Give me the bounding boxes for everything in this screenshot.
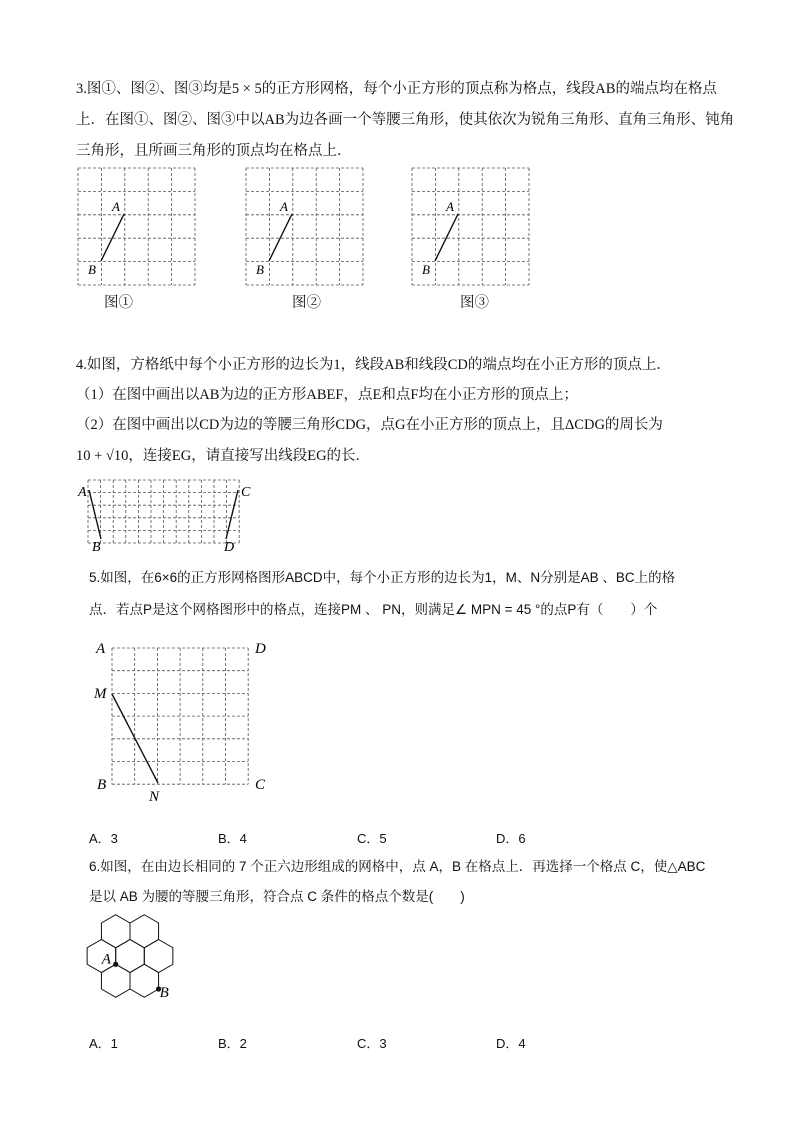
q5-text-line1: 5.如图，在6×6的正方形网格图形ABCD中，每个小正方形的边长为1，M、N分别是AB 、BC上的格 bbox=[89, 570, 676, 585]
q3-grid-figure-1 bbox=[78, 168, 196, 286]
segment-ab bbox=[89, 490, 101, 539]
q6-option-d[interactable]: D．4 bbox=[496, 1036, 526, 1051]
q3-caption-2: 图② bbox=[292, 295, 321, 311]
q6-option-a[interactable]: A．1 bbox=[89, 1036, 118, 1051]
point-a-label: A bbox=[280, 199, 288, 214]
point-b-label: B bbox=[88, 262, 96, 277]
q6-option-c[interactable]: C．3 bbox=[357, 1036, 387, 1051]
hexagon-cell bbox=[101, 915, 130, 948]
hexagon-cell bbox=[116, 940, 145, 973]
q6-option-b[interactable]: B．2 bbox=[218, 1036, 247, 1051]
point-n-label: N bbox=[149, 789, 160, 805]
q3-caption-3: 图③ bbox=[460, 295, 489, 311]
point-a-label: A bbox=[101, 951, 111, 968]
q3-grid-figure-2 bbox=[246, 168, 364, 286]
q6-hexagon-figure bbox=[80, 910, 180, 1006]
point-c-label: C bbox=[255, 777, 266, 793]
point-m-label: M bbox=[94, 686, 107, 702]
q3-text-line1: 3.图①、图②、图③均是5 × 5的正方形网格，每个小正方形的顶点称为格点，线段AB的端点均在格点 bbox=[76, 81, 717, 97]
hexagon-cell bbox=[130, 964, 159, 997]
q6-text-line2: 是以 AB 为腰的等腰三角形，符合点 C 条件的格点个数是( ) bbox=[89, 889, 465, 904]
segment-ab bbox=[435, 214, 458, 261]
segment-ab bbox=[101, 214, 124, 261]
q4-text-line2: （1）在图中画出以AB为边的正方形ABEF，点E和点F均在小正方形的顶点上； bbox=[76, 387, 578, 403]
q3-grid-figure-3 bbox=[412, 168, 530, 286]
point-b-label: B bbox=[92, 540, 101, 555]
q5-text-line2: 点．若点P是这个网格图形中的格点，连接PM 、 PN，则满足∠ MPN = 45 °的点P有（ ）个 bbox=[89, 602, 658, 617]
point-b-label: B bbox=[422, 262, 430, 277]
hexagon-cell bbox=[144, 940, 173, 973]
q5-option-a[interactable]: A．3 bbox=[89, 831, 118, 846]
point-b-label: B bbox=[159, 985, 169, 1001]
q4-grid-figure bbox=[78, 478, 251, 556]
q4-text-line1: 4.如图，方格纸中每个小正方形的边长为1，线段AB和线段CD的端点均在小正方形的顶点上． bbox=[76, 357, 671, 373]
point-b-label: B bbox=[97, 777, 107, 793]
q3-text-line2: 上．在图①、图②、图③中以AB为边各画一个等腰三角形，使其依次为锐角三角形、直角三角形、钝角 bbox=[76, 112, 735, 128]
q5-option-c[interactable]: C．5 bbox=[357, 831, 387, 846]
q6-text-line1: 6.如图，在由边长相同的 7 个正六边形组成的网格中，点 A，B 在格点上．再选择一个格点 C，使△ABC bbox=[89, 859, 706, 874]
point-d-label: D bbox=[224, 540, 235, 555]
point-a-label: A bbox=[96, 641, 106, 657]
hexagon-cell bbox=[130, 915, 159, 948]
point-b-label: B bbox=[256, 262, 264, 277]
point-d-label: D bbox=[255, 641, 266, 657]
point-c-label: C bbox=[241, 485, 251, 500]
point-a-dot bbox=[113, 962, 118, 967]
hexagon-cell bbox=[101, 964, 130, 997]
q4-text-line3: （2）在图中画出以CD为边的等腰三角形CDG，点G在小正方形的顶点上，且ΔCDG的周长为 bbox=[76, 417, 663, 433]
q5-option-d[interactable]: D．6 bbox=[496, 831, 526, 846]
q4-text-line4: 10 + √10，连接EG，请直接写出线段EG的长． bbox=[76, 448, 371, 464]
q5-grid-figure bbox=[92, 636, 276, 806]
q5-option-b[interactable]: B．4 bbox=[218, 831, 247, 846]
q3-text-line3: 三角形，且所画三角形的顶点均在格点上． bbox=[76, 143, 352, 159]
point-a-label: A bbox=[446, 199, 454, 214]
q3-caption-1: 图① bbox=[104, 295, 133, 311]
segment-ab bbox=[269, 214, 292, 261]
point-a-label: A bbox=[112, 199, 120, 214]
segment-cd bbox=[226, 490, 238, 539]
point-a-label: A bbox=[78, 485, 87, 500]
